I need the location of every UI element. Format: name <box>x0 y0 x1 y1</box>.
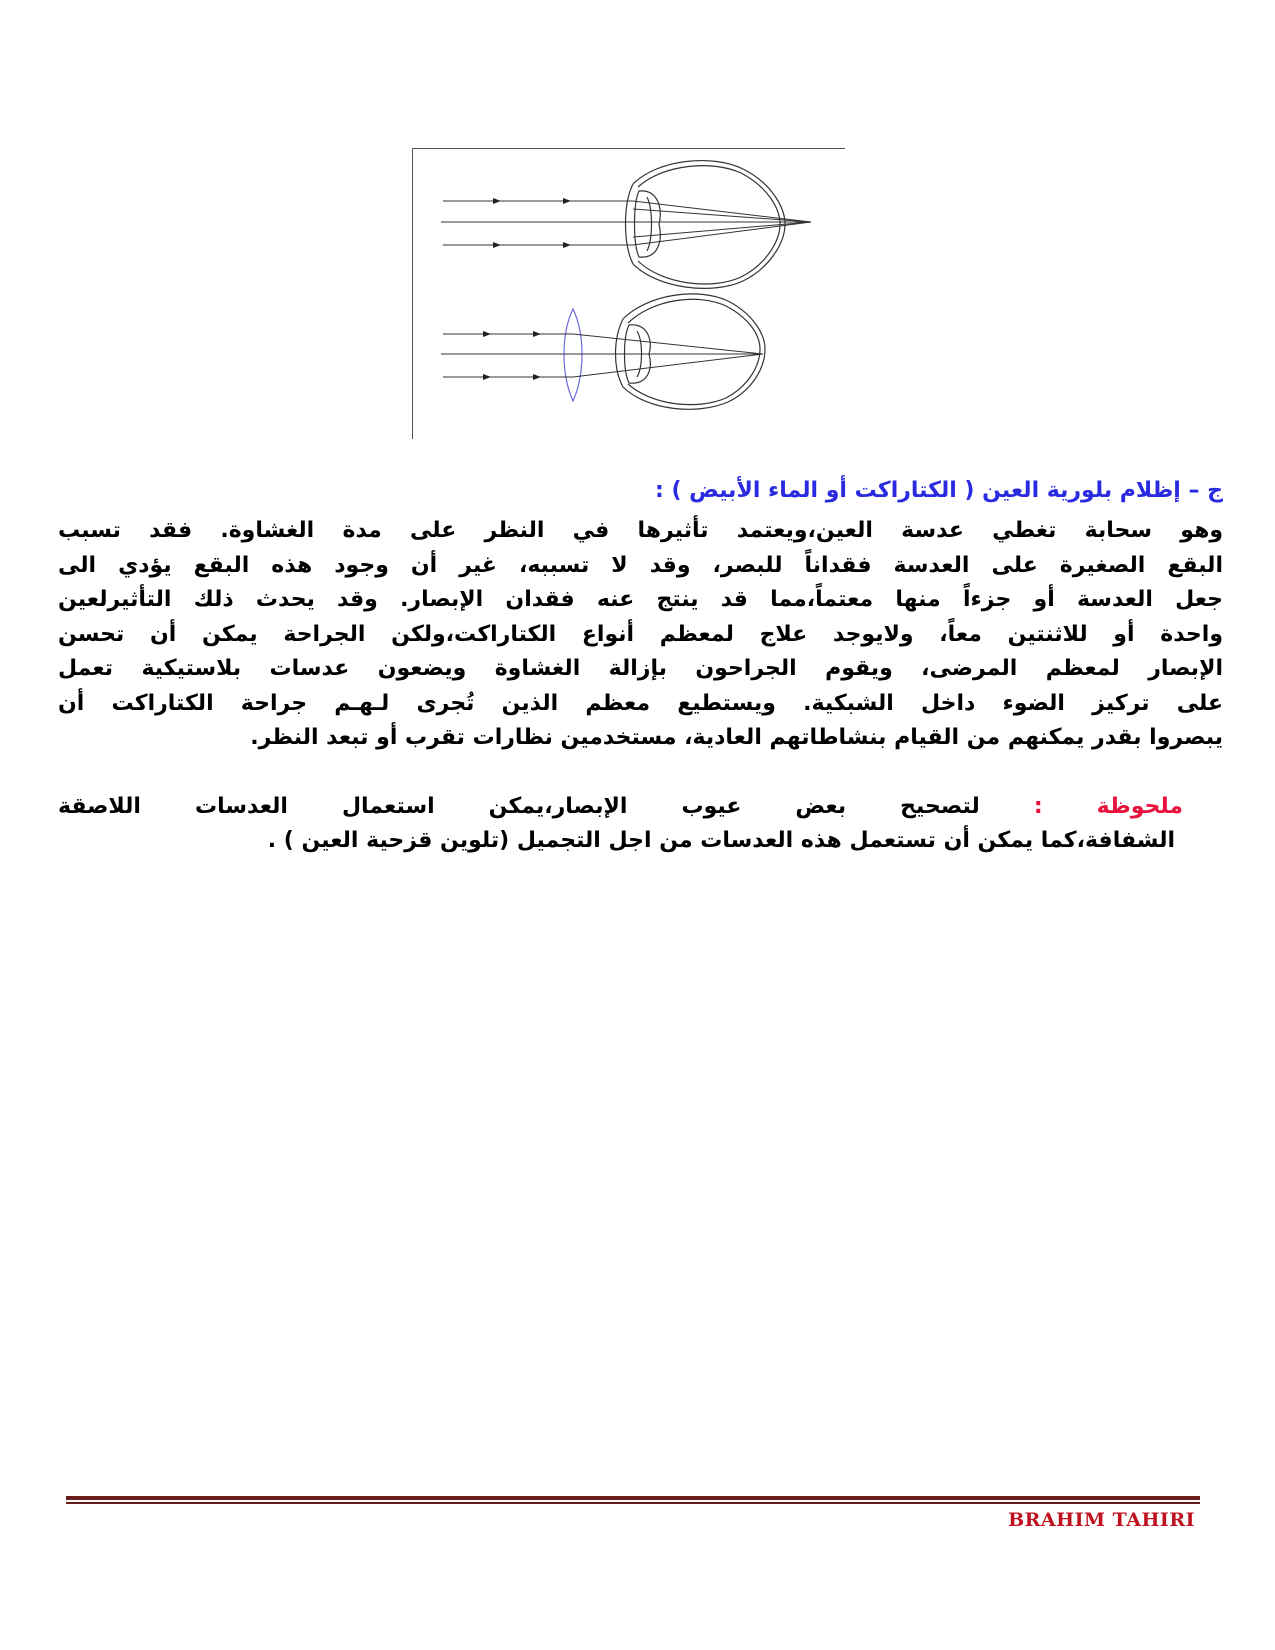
section-heading: ج – إظلام بلورية العين ( الكتاراكت أو الماء الأبيض ) : <box>655 478 1223 503</box>
corrected-arrows <box>483 331 541 380</box>
paragraph-line: جعل العدسة أو جزءاً منها معتماً،مما قد ينتج عنه فقدان الإبصار. وقد يحدث ذلك التأثيرلعين <box>58 587 1223 612</box>
eye-diagram-figure <box>412 148 845 439</box>
footer-rule-thin <box>66 1502 1200 1504</box>
converging-lens <box>564 309 582 401</box>
myopic-eye <box>626 161 786 289</box>
paragraph-line: يبصروا بقدر يمكنهم من القيام بنشاطاتهم العادية، مستخدمين نظارات تقرب أو تبعد النظر. <box>250 725 1223 750</box>
note-line-2: الشفافة،كما يمكن أن تستعمل هذه العدسات من اجل التجميل (تلوين قزحية العين ) . <box>267 828 1175 853</box>
note-label: ملحوظة : <box>1033 794 1183 819</box>
paragraph-line: البقع الصغيرة على العدسة فقداناً للبصر، وقد لا تسببه، غير أن وجود هذه البقع يؤدي الى <box>58 552 1223 578</box>
paragraph-line: وهو سحابة تغطي عدسة العين،ويعتمد تأثيرها في النظر على مدة الغشاوة. فقد تسبب <box>58 518 1223 543</box>
paragraph-line: على تركيز الضوء داخل الشبكية. ويستطيع معظم الذين تُجرى لـهـم جراحة الكتاراكت أن <box>58 690 1223 716</box>
corrected-rays <box>441 334 763 377</box>
footer-author: BRAHIM TAHIRI <box>1008 1509 1195 1531</box>
myopic-arrows <box>493 198 571 248</box>
note-block <box>58 790 1223 858</box>
footer-rule <box>66 1496 1200 1500</box>
body-paragraph <box>58 514 1223 756</box>
note-text-1: لتصحيح بعض عيوب الإبصار،يمكن استعمال العدسات اللاصقة <box>58 794 980 819</box>
paragraph-line: واحدة أو للاثنتين معاً، ولايوجد علاج لمعظم أنواع الكتاراكت،ولكن الجراحة يمكن أن تحسن <box>58 621 1223 647</box>
eye-diagram-icon <box>413 149 845 439</box>
paragraph-line: الإبصار لمعظم المرضى، ويقوم الجراحون بإزالة الغشاوة ويضعون عدسات بلاستيكية تعمل <box>58 656 1223 681</box>
note-line-1 <box>58 790 1223 824</box>
